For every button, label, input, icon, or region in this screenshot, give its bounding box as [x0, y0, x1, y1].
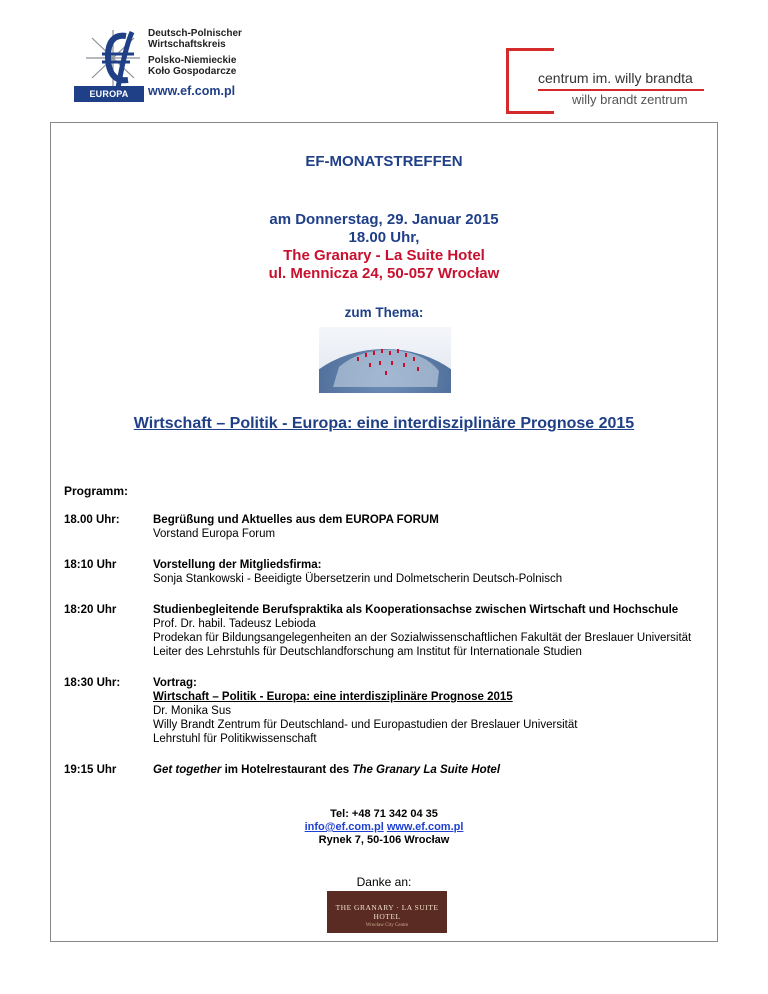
row-title: Begrüßung und Aktuelles aus dem EUROPA FORUM: [153, 514, 439, 526]
event-time: 18.00 Uhr,: [348, 229, 420, 246]
thanks-label: Danke an:: [356, 875, 412, 889]
programm-heading: Programm:: [64, 484, 129, 498]
row-italic: The Granary: [352, 764, 421, 776]
event-title: EF-MONATSTREFFEN: [305, 153, 463, 170]
contact-address: Rynek 7, 50-106 Wrocław: [318, 834, 450, 846]
granary-hotel-logo: [327, 891, 447, 933]
row-time: 18:30 Uhr:: [64, 677, 121, 689]
wb-name-polish: centrum im. willy brandta: [538, 70, 693, 86]
event-venue: The Granary - La Suite Hotel: [283, 247, 485, 264]
europe-map-image: [319, 327, 451, 393]
programm-list: [64, 513, 714, 783]
programm-row: [64, 558, 714, 603]
contact-website-link[interactable]: www.ef.com.pl: [386, 821, 464, 833]
event-date: am Donnerstag, 29. Januar 2015: [269, 211, 499, 228]
event-topic: Wirtschaft – Politik - Europa: eine interdisziplinäre Prognose 2015: [133, 415, 635, 432]
sponsor-name: THE GRANARY · LA SUITE HOTEL: [335, 903, 439, 921]
row-time: 18.00 Uhr:: [64, 514, 120, 526]
row-detail: Lehrstuhl für Politikwissenschaft: [153, 733, 317, 745]
row-text: im Hotelrestaurant des: [221, 764, 353, 776]
row-subtitle: Wirtschaft – Politik - Europa: eine interdisziplinäre Prognose 2015: [153, 691, 513, 703]
row-time: 18:20 Uhr: [64, 604, 117, 616]
event-address: ul. Mennicza 24, 50-057 Wrocław: [268, 265, 500, 282]
row-time: 19:15 Uhr: [64, 764, 117, 776]
contact-block: [51, 808, 717, 847]
ef-emblem-icon: [78, 26, 148, 90]
row-title: Studienbegleitende Berufspraktika als Kooperationsachse zwischen Wirtschaft und Hochschule: [153, 604, 679, 616]
row-time: 18:10 Uhr: [64, 559, 117, 571]
programm-row: [64, 603, 714, 676]
row-title: Vorstellung der Mitgliedsfirma:: [153, 559, 322, 571]
programm-row: [64, 676, 714, 763]
row-detail: Prodekan für Bildungsangelegenheiten an der Sozialwissenschaftlichen Fakultät der Breslauer Universität: [153, 632, 692, 644]
row-detail: Dr. Monika Sus: [153, 705, 231, 717]
wb-name-german: willy brandt zentrum: [572, 92, 688, 107]
row-detail: Prof. Dr. habil. Tadeusz Lebioda: [153, 618, 316, 630]
contact-email-link[interactable]: info@ef.com.pl: [304, 821, 384, 833]
row-detail: Vorstand Europa Forum: [153, 528, 276, 540]
thema-label: zum Thema:: [344, 305, 424, 320]
invitation-frame: [50, 122, 718, 942]
row-title: Vortrag:: [153, 677, 197, 689]
row-italic: Get together: [153, 764, 222, 776]
row-detail: Sonja Stankowski - Beeidigte Übersetzerin und Dolmetscherin Deutsch-Polnisch: [153, 573, 563, 585]
ef-website-link[interactable]: www.ef.com.pl: [148, 84, 236, 98]
europa-forum-label: EUROPA FORUM: [74, 86, 144, 102]
row-detail: Leiter des Lehrstuhls für Deutschlandforschung am Institut für Internationale Studien: [153, 646, 582, 658]
row-italic: La Suite Hotel: [420, 764, 501, 776]
programm-row: [64, 763, 714, 783]
sponsor-subtitle: Wrocław City Centre: [365, 923, 409, 928]
row-detail: Willy Brandt Zentrum für Deutschland- und Europastudien der Breslauer Universität: [153, 719, 578, 731]
contact-phone: Tel: +48 71 342 04 35: [330, 808, 438, 820]
willy-brandt-logo: [506, 48, 706, 118]
wb-divider: [538, 89, 704, 91]
europa-forum-logo: [74, 26, 294, 115]
programm-row: [64, 513, 714, 558]
ef-organization-name: Deutsch-Polnischer Wirtschaftskreis Polsko-Niemieckie Koło Gospodarcze: [148, 28, 242, 77]
